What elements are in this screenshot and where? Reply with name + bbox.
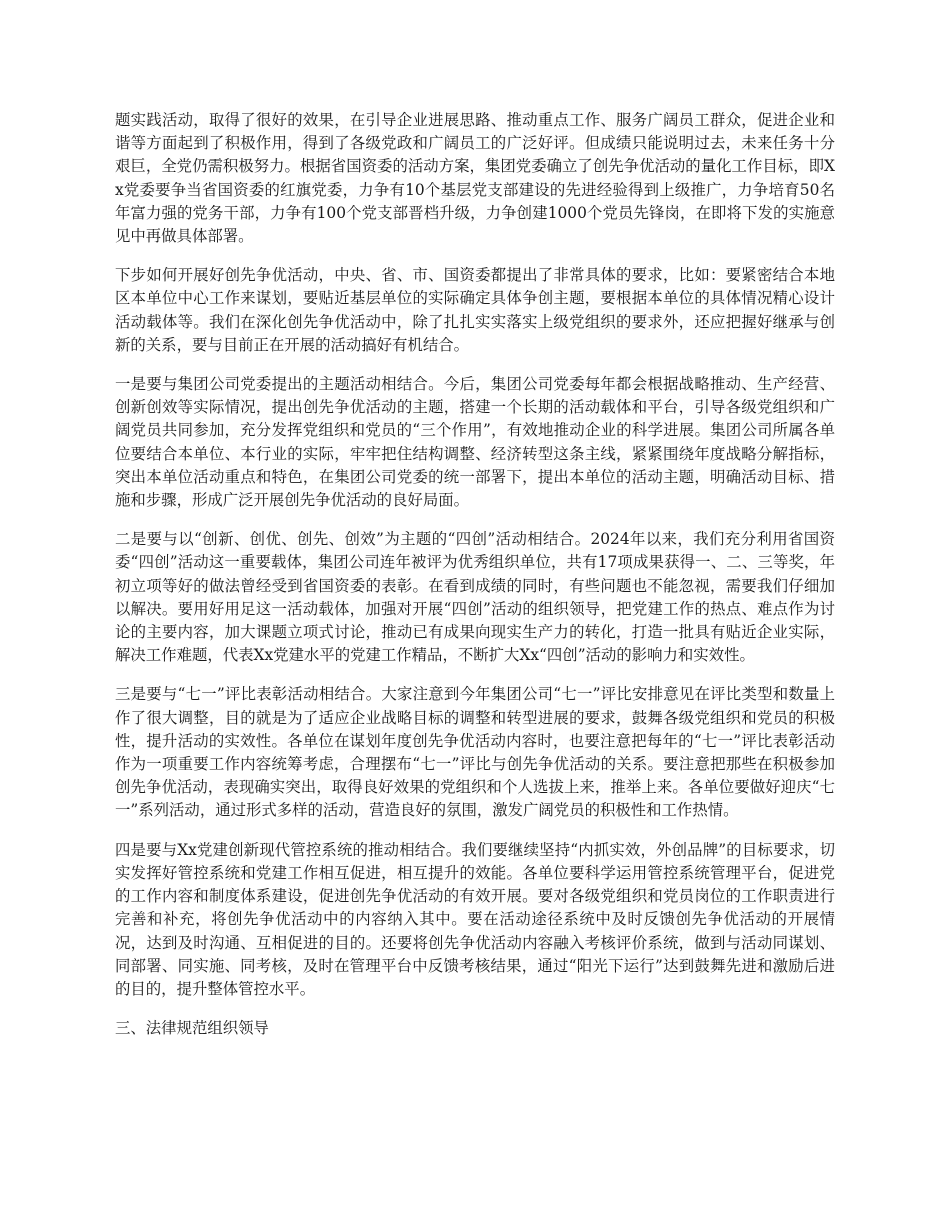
paragraph-5: 三是要与“七一”评比表彰活动相结合。大家注意到今年集团公司“七一”评比安排意见在评比类型和数量上作了很大调整，目的就是为了适应企业战略目标的调整和转型进展的要求，鼓舞各级党组织和党员的积极性，提升活动的实效性。各单位在谋划年度创先争优活动内容时，也要注意把每年的“七一”评比表彰活动作为一项重要工作内容统筹考虑，合理摆布“七一”评比与创先争优活动的关系。要注意把那些在积极参加创先争优活动，表现确实突出，取得良好效果的党组织和个人选拔上来，推举上来。各单位要做好迎庆“七一”系列活动，通过形式多样的活动，营造良好的氛围，激发广阔党员的积极性和工作热情。	[115, 685, 835, 820]
paragraph-2: 下步如何开展好创先争优活动，中央、省、市、国资委都提出了非常具体的要求，比如：要紧密结合本地区本单位中心工作来谋划，要贴近基层单位的实际确定具体争创主题，要根据本单位的具体情况精心设计活动载体等。我们在深化创先争优活动中，除了扎扎实实落实上级党组织的要求外，还应把握好继承与创新的关系，要与目前正在开展的活动搞好有机结合。	[115, 266, 835, 354]
paragraph-1: 题实践活动，取得了很好的效果，在引导企业进展思路、推动重点工作、服务广阔员工群众，促进企业和谐等方面起到了积极作用，得到了各级党政和广阔员工的广泛好评。但成绩只能说明过去，未来任务十分艰巨，全党仍需积极努力。根据省国资委的活动方案，集团党委确立了创先争优活动的量化工作目标，即Xx党委要争当省国资委的红旗党委，力争有10个基层党支部建设的先进经验得到上级推广，力争培育50名年富力强的党务干部，力争有100个党支部晋档升级，力争创建1000个党员先锋岗，在即将下发的实施意见中再做具体部署。	[115, 111, 835, 246]
paragraph-4: 二是要与以“创新、创优、创先、创效”为主题的“四创”活动相结合。2024年以来，我们充分利用省国资委“四创”活动这一重要载体，集团公司连年被评为优秀组织单位，共有17项成果获得一、二、三等奖，年初立项等好的做法曾经受到省国资委的表彰。在看到成绩的同时，有些问题也不能忽视，需要我们仔细加以解决。要用好用足这一活动载体，加强对开展“四创”活动的组织领导，把党建工作的热点、难点作为讨论的主要内容，加大课题立项式讨论，推动已有成果向现实生产力的转化，打造一批具有贴近企业实际，解决工作难题，代表Xx党建水平的党建工作精品，不断扩大Xx“四创”活动的影响力和实效性。	[115, 530, 835, 665]
document-body	[115, 109, 835, 1056]
paragraph-6: 四是要与Xx党建创新现代管控系统的推动相结合。我们要继续坚持“内抓实效，外创品牌”的目标要求，切实发挥好管控系统和党建工作相互促进，相互提升的效能。各单位要科学运用管控系统管理平台，促进党的工作内容和制度体系建设，促进创先争优活动的有效开展。要对各级党组织和党员岗位的工作职责进行完善和补充，将创先争优活动中的内容纳入其中。要在活动途径系统中及时反馈创先争优活动的开展情况，达到及时沟通、互相促进的目的。还要将创先争优活动内容融入考核评价系统，做到与活动同谋划、同部署、同实施、同考核，及时在管理平台中反馈考核结果，通过“阳光下运行”达到鼓舞先进和激励后进的目的，提升整体管控水平。	[115, 840, 835, 998]
section-heading: 三、法律规范组织领导	[115, 1019, 269, 1038]
paragraph-3: 一是要与集团公司党委提出的主题活动相结合。今后，集团公司党委每年都会根据战略推动、生产经营、创新创效等实际情况，提出创先争优活动的主题，搭建一个长期的活动载体和平台，引导各级党组织和广阔党员共同参加，充分发挥党组织和党员的“三个作用”，有效地推动企业的科学进展。集团公司所属各单位要结合本单位、本行业的实际，牢牢把住结构调整、经济转型这条主线，紧紧围绕年度战略分解指标，突出本单位活动重点和特色，在集团公司党委的统一部署下，提出本单位的活动主题，明确活动目标、措施和步骤，形成广泛开展创先争优活动的良好局面。	[115, 375, 835, 510]
